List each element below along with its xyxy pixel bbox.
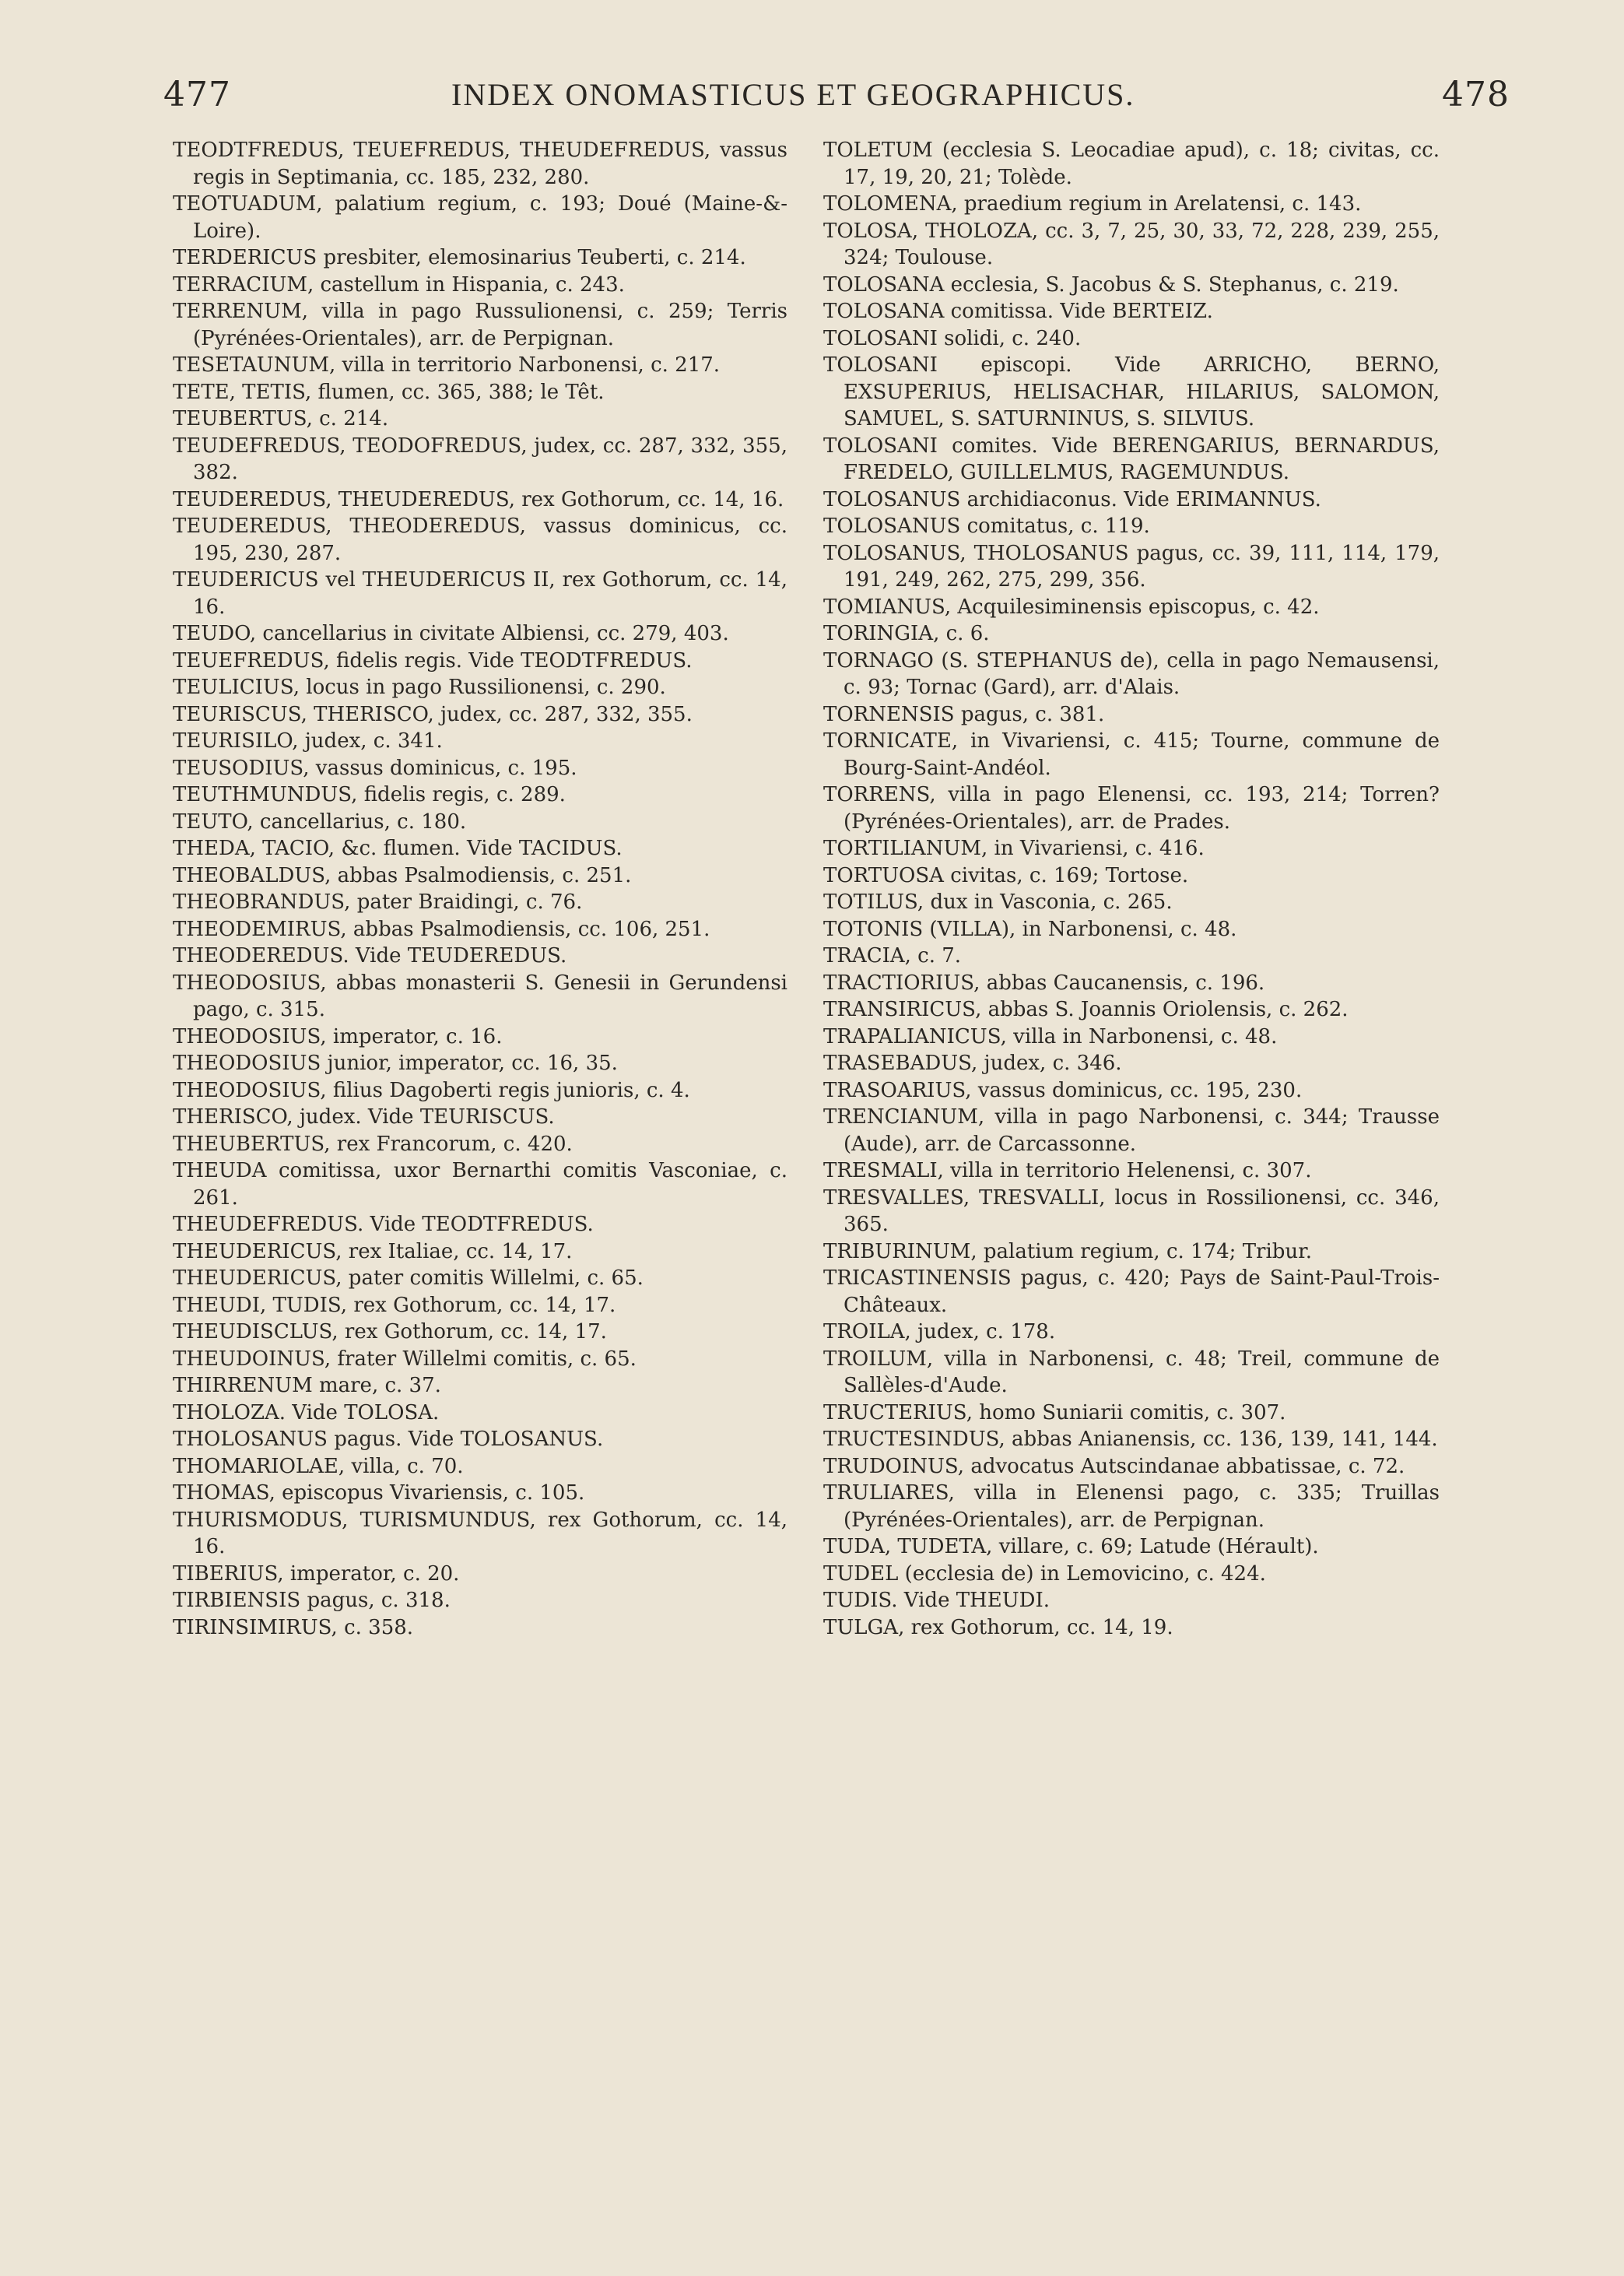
index-entry: TOLOMENA, praedium regium in Arelatensi, c. 143. <box>823 192 1362 216</box>
index-entry: THEODEREDUS. Vide TEUDEREDUS. <box>173 944 567 968</box>
index-entry: TOLOSANA comitissa. Vide BERTEIZ. <box>823 300 1213 323</box>
index-entry: TEODTFREDUS, TEUEFREDUS, THEUDEFREDUS, vassus regis in Septimania, cc. 185, 232, 280. <box>173 139 787 189</box>
index-entry: THEUDI, TUDIS, rex Gothorum, cc. 14, 17. <box>173 1293 616 1317</box>
index-entry: THEUDOINUS, frater Willelmi comitis, c. 65. <box>173 1347 637 1371</box>
index-entry: TORNICATE, in Vivariensi, c. 415; Tourne, commune de Bourg-Saint-Andéol. <box>823 729 1440 780</box>
index-entry: TOTONIS (VILLA), in Narbonensi, c. 48. <box>823 917 1237 941</box>
index-entry: THEODOSIUS, abbas monasterii S. Genesii in Gerundensi pago, c. 315. <box>173 971 787 1021</box>
index-entry: THEOBALDUS, abbas Psalmodiensis, c. 251. <box>173 863 632 887</box>
index-entry: TEUDEREDUS, THEODEREDUS, vassus dominicus, cc. 195, 230, 287. <box>173 515 787 565</box>
index-entry: THEUDISCLUS, rex Gothorum, cc. 14, 17. <box>173 1320 607 1343</box>
index-entry: TRANSIRICUS, abbas S. Joannis Oriolensis, c. 262. <box>823 998 1349 1021</box>
index-entry: TRASEBADUS, judex, c. 346. <box>823 1052 1122 1075</box>
index-entry: THOLOSANUS pagus. Vide TOLOSANUS. <box>173 1428 604 1451</box>
index-entry: TOLOSANI episcopi. Vide ARRICHO, BERNO, EXSUPERIUS, HELISACHAR, HILARIUS, SALOMON, SAMUEL, S. SATURNINUS, S. SILVIUS. <box>823 353 1440 430</box>
index-entry: THEOBRANDUS, pater Braidingi, c. 76. <box>173 890 583 914</box>
index-entry: TRUCTERIUS, homo Suniarii comitis, c. 307. <box>823 1400 1286 1424</box>
left-page-number: 477 <box>163 75 231 114</box>
index-entry: THEUBERTUS, rex Francorum, c. 420. <box>173 1132 573 1156</box>
right-page-number: 478 <box>1442 75 1510 114</box>
left-index-column <box>173 137 787 1641</box>
index-entry: THIRRENUM mare, c. 37. <box>173 1374 441 1397</box>
index-entry: THEODOSIUS, filius Dagoberti regis junioris, c. 4. <box>173 1078 690 1102</box>
index-entry: TEULICIUS, locus in pago Russilionensi, c. 290. <box>173 676 666 699</box>
index-entry: TULGA, rex Gothorum, cc. 14, 19. <box>823 1615 1173 1639</box>
index-entry: TOLETUM (ecclesia S. Leocadiae apud), c. 18; civitas, cc. 17, 19, 20, 21; Tolède. <box>823 139 1440 189</box>
index-entry: TROILUM, villa in Narbonensi, c. 48; Treil, commune de Sallèles-d'Aude. <box>823 1347 1440 1397</box>
index-entry: THEODOSIUS junior, imperator, cc. 16, 35. <box>173 1052 618 1075</box>
index-entry: TRICASTINENSIS pagus, c. 420; Pays de Saint-Paul-Trois-Châteaux. <box>823 1266 1440 1317</box>
running-title: INDEX ONOMASTICUS ET GEOGRAPHICUS. <box>451 77 1135 112</box>
index-entry: TRUCTESINDUS, abbas Anianensis, cc. 136, 139, 141, 144. <box>823 1428 1438 1451</box>
index-entry: TOLOSANI solidi, c. 240. <box>823 326 1082 350</box>
page-header <box>117 75 1510 121</box>
index-entry: THEDA, TACIO, &c. flumen. Vide TACIDUS. <box>173 837 623 860</box>
index-entry: TRACTIORIUS, abbas Caucanensis, c. 196. <box>823 971 1265 995</box>
index-entry: TEUBERTUS, c. 214. <box>173 407 389 430</box>
index-entry: TOLOSANUS, THOLOSANUS pagus, cc. 39, 111, 114, 179, 191, 249, 262, 275, 299, 356. <box>823 541 1440 592</box>
index-entry: TRUDOINUS, advocatus Autscindanae abbatissae, c. 72. <box>823 1454 1405 1478</box>
index-entry: TERDERICUS presbiter, elemosinarius Teuberti, c. 214. <box>173 246 746 269</box>
index-entry: THOMARIOLAE, villa, c. 70. <box>173 1454 464 1478</box>
index-entry: TRASOARIUS, vassus dominicus, cc. 195, 230. <box>823 1078 1303 1102</box>
index-entry: TOMIANUS, Acquilesiminensis episcopus, c. 42. <box>823 595 1320 619</box>
index-entry: TOLOSANA ecclesia, S. Jacobus & S. Stephanus, c. 219. <box>823 272 1399 297</box>
index-entry: TEUTO, cancellarius, c. 180. <box>173 810 467 834</box>
index-entry: TOLOSA, THOLOZA, cc. 3, 7, 25, 30, 33, 72, 228, 239, 255, 324; Toulouse. <box>823 219 1440 269</box>
index-entry: TIRINSIMIRUS, c. 358. <box>173 1615 414 1639</box>
index-entry: THEODOSIUS, imperator, c. 16. <box>173 1024 503 1048</box>
index-entry: THEODEMIRUS, abbas Psalmodiensis, cc. 106, 251. <box>173 917 710 941</box>
index-entry: TOLOSANI comites. Vide BERENGARIUS, BERNARDUS, FREDELO, GUILLELMUS, RAGEMUNDUS. <box>823 434 1440 484</box>
index-entry: THEUDERICUS, rex Italiae, cc. 14, 17. <box>173 1239 573 1263</box>
index-entry: TRESMALI, villa in territorio Helenensi, c. 307. <box>823 1159 1312 1182</box>
index-entry: TORTILIANUM, in Vivariensi, c. 416. <box>823 837 1205 860</box>
index-entry: TUDA, TUDETA, villare, c. 69; Latude (Hérault). <box>823 1535 1319 1558</box>
index-entry: TIRBIENSIS pagus, c. 318. <box>173 1589 451 1612</box>
index-entry: TEUDERICUS vel THEUDERICUS II, rex Gothorum, cc. 14, 16. <box>173 568 787 619</box>
index-entry: TEUTHMUNDUS, fidelis regis, c. 289. <box>173 783 566 806</box>
index-entry: TEUEFREDUS, fidelis regis. Vide TEODTFREDUS. <box>173 648 693 673</box>
right-index-column <box>823 137 1440 1641</box>
index-entry: TORNENSIS pagus, c. 381. <box>823 702 1105 726</box>
index-entry: TEUSODIUS, vassus dominicus, c. 195. <box>173 756 577 780</box>
index-entry: TRENCIANUM, villa in pago Narbonensi, c. 344; Trausse (Aude), arr. de Carcassonne. <box>823 1105 1440 1156</box>
index-entry: TRACIA, c. 7. <box>823 944 962 968</box>
index-entry: TEUDEREDUS, THEUDEREDUS, rex Gothorum, cc. 14, 16. <box>173 487 784 511</box>
index-entry: THOLOZA. Vide TOLOSA. <box>173 1400 440 1424</box>
index-entry: TOLOSANUS comitatus, c. 119. <box>823 515 1150 538</box>
index-entry: TERRACIUM, castellum in Hispania, c. 243. <box>173 272 625 297</box>
index-entry: THEUDA comitissa, uxor Bernarthi comitis Vasconiae, c. 261. <box>173 1159 787 1210</box>
index-entry: TORINGIA, c. 6. <box>823 622 990 645</box>
index-entry: TUDIS. Vide THEUDI. <box>823 1589 1051 1612</box>
index-entry: TERRENUM, villa in pago Russulionensi, c. 259; Terris (Pyrénées-Orientales), arr. de Perpignan. <box>173 300 787 350</box>
index-entry: TEUDEFREDUS, TEODOFREDUS, judex, cc. 287, 332, 355, 382. <box>173 434 787 484</box>
index-entry: TRAPALIANICUS, villa in Narbonensi, c. 48. <box>823 1024 1278 1048</box>
index-entry: TIBERIUS, imperator, c. 20. <box>173 1561 460 1586</box>
index-entry: TRESVALLES, TRESVALLI, locus in Rossilionensi, cc. 346, 365. <box>823 1185 1440 1236</box>
index-entry: TOTILUS, dux in Vasconia, c. 265. <box>823 890 1173 914</box>
index-entry: THEUDEFREDUS. Vide TEODTFREDUS. <box>173 1213 594 1236</box>
index-entry: TEOTUADUM, palatium regium, c. 193; Doué (Maine-&-Loire). <box>173 192 787 243</box>
index-entry: TEURISCUS, THERISCO, judex, cc. 287, 332, 355. <box>173 702 693 726</box>
index-entry: TORNAGO (S. STEPHANUS de), cella in pago Nemausensi, c. 93; Tornac (Gard), arr. d'Alais. <box>823 648 1440 699</box>
index-entry: TUDEL (ecclesia de) in Lemovicino, c. 424. <box>823 1561 1266 1586</box>
index-entry: TEUDO, cancellarius in civitate Albiensi, cc. 279, 403. <box>173 622 729 645</box>
index-entry: TOLOSANUS archidiaconus. Vide ERIMANNUS. <box>823 487 1321 511</box>
index-entry: TRULIARES, villa in Elenensi pago, c. 335; Truillas (Pyrénées-Orientales), arr. de Perpignan. <box>823 1481 1440 1532</box>
index-entry: TETE, TETIS, flumen, cc. 365, 388; le Têt. <box>173 380 605 404</box>
index-entry: TESETAUNUM, villa in territorio Narbonensi, c. 217. <box>173 353 721 377</box>
index-entry: THURISMODUS, TURISMUNDUS, rex Gothorum, cc. 14, 16. <box>173 1508 787 1558</box>
index-entry: TROILA, judex, c. 178. <box>823 1320 1056 1343</box>
index-entry: THERISCO, judex. Vide TEURISCUS. <box>173 1105 555 1129</box>
index-entry: TRIBURINUM, palatium regium, c. 174; Tribur. <box>823 1239 1313 1263</box>
index-entry: TEURISILO, judex, c. 341. <box>173 729 443 753</box>
index-entry: TORTUOSA civitas, c. 169; Tortose. <box>823 863 1189 887</box>
index-entry: TORRENS, villa in pago Elenensi, cc. 193, 214; Torren? (Pyrénées-Orientales), arr. de Prades. <box>823 783 1440 834</box>
index-entry: THOMAS, episcopus Vivariensis, c. 105. <box>173 1481 585 1505</box>
index-entry: THEUDERICUS, pater comitis Willelmi, c. 65. <box>173 1266 644 1290</box>
